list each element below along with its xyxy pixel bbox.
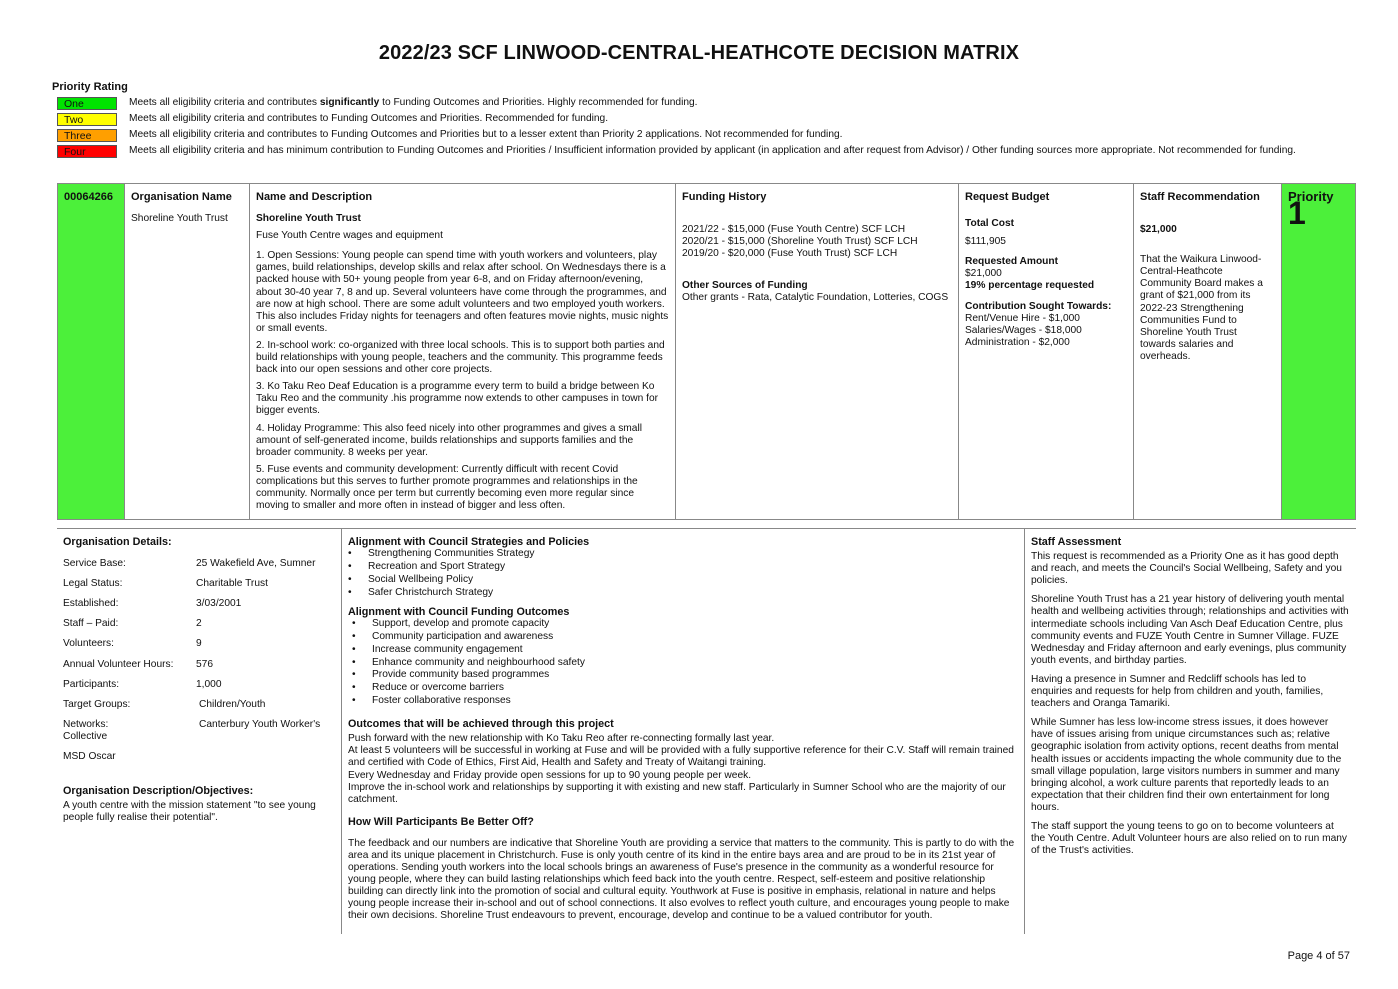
description-title: Shoreline Youth Trust bbox=[256, 213, 361, 225]
project-outcome-line: Every Wednesday and Friday provide open sessions for up to 90 young people per week. bbox=[348, 769, 752, 781]
contribution-item: Administration - $2,000 bbox=[965, 336, 1070, 348]
org-description-text: A youth centre with the mission statement "to see young people fully realise their potential". bbox=[63, 800, 316, 824]
staff-assessment bbox=[1025, 529, 1356, 934]
project-outcome-line: Improve the in-school work and relationships by supporting it with existing and new staff. Particularly in Sumner School who are the majority of our catchment. bbox=[348, 781, 1006, 805]
list-item: • Support, develop and promote capacity bbox=[352, 618, 1018, 631]
detail-row-volunteer-hours: Annual Volunteer Hours: 576 bbox=[63, 658, 213, 670]
contribution-label: Contribution Sought Towards: bbox=[965, 300, 1112, 312]
detail-row-participants: Participants: 1,000 bbox=[63, 678, 222, 690]
priority-header: Priority bbox=[1288, 189, 1334, 204]
details-section bbox=[57, 528, 1356, 934]
staff-recommendation-amount: $21,000 bbox=[1140, 224, 1177, 236]
funding-history-header: Funding History bbox=[682, 191, 767, 203]
list-item: • Community participation and awareness bbox=[352, 631, 1018, 644]
detail-row-established: Established: 3/03/2001 bbox=[63, 598, 242, 610]
detail-row-networks: Networks: Collective Canterbury Youth Worker's bbox=[63, 718, 321, 742]
org-name-cell bbox=[125, 184, 250, 519]
list-item: • Strengthening Communities Strategy bbox=[348, 548, 1018, 561]
list-item: • Provide community based programmes bbox=[352, 669, 1018, 682]
strategies-list bbox=[348, 548, 1018, 600]
priority-two-swatch: Two bbox=[57, 113, 117, 126]
other-sources: Other grants - Rata, Catalytic Foundation, Lotteries, COGS bbox=[682, 292, 949, 304]
legend-row-one bbox=[57, 97, 1317, 110]
application-id-cell bbox=[58, 184, 125, 519]
project-outcomes-heading: Outcomes that will be achieved through this project bbox=[348, 718, 614, 731]
list-item: • Foster collaborative responses bbox=[352, 695, 1018, 708]
detail-row-msd-oscar: MSD Oscar bbox=[63, 751, 116, 763]
priority-two-description: Meets all eligibility criteria and contributes to Funding Outcomes and Priorities. Recommended for funding. bbox=[129, 113, 609, 124]
description-paragraph: 2. In-school work: co-organized with three local schools. This is to support both parties and build relationships with young people, teachers and the community. This programme feeds back into our open sessions and other core projects. bbox=[256, 339, 665, 376]
detail-row-staff-paid: Staff – Paid: 2 bbox=[63, 618, 202, 630]
priority-legend bbox=[57, 97, 1317, 161]
funding-history-item: 2021/22 - $15,000 (Fuse Youth Centre) SCF LCH bbox=[682, 224, 906, 236]
request-budget-cell bbox=[959, 184, 1134, 519]
list-item: • Safer Christchurch Strategy bbox=[348, 587, 1018, 600]
requested-amount-label: Requested Amount bbox=[965, 256, 1059, 268]
better-off-heading: How Will Participants Be Better Off? bbox=[348, 815, 534, 828]
description-paragraph: 4. Holiday Programme: This also feed nicely into other programmes and gives a small amount of self-generated income, builds relationships and supports families and the broader community. 8 weeks per year. bbox=[256, 422, 642, 458]
org-details-heading: Organisation Details: bbox=[63, 536, 172, 548]
detail-row-target-groups: Target Groups: Children/Youth bbox=[63, 698, 266, 710]
page-number: Page 4 of 57 bbox=[1287, 950, 1350, 962]
outcomes-list bbox=[348, 618, 1018, 708]
project-outcome-line: Push forward with the new relationship with Ko Taku Reo after re-connecting formally last year. bbox=[348, 733, 775, 745]
funding-history-cell bbox=[676, 184, 959, 519]
list-item: • Increase community engagement bbox=[352, 644, 1018, 657]
project-outcome-line: At least 5 volunteers will be successful in working at Fuse and will be provided with a fully supportive reference for their C.V. Staff will remain trained and certified with Code of Ethics, First Aid, Health and Safety and Treaty of Waitangi training. bbox=[348, 745, 1014, 769]
page-title: 2022/23 SCF LINWOOD-CENTRAL-HEATHCOTE DECISION MATRIX bbox=[378, 42, 1020, 64]
list-item: • Enhance community and neighbourhood safety bbox=[352, 657, 1018, 670]
detail-row-legal-status: Legal Status: Charitable Trust bbox=[63, 578, 268, 590]
priority-rating-heading: Priority Rating bbox=[52, 81, 128, 93]
detail-row-service-base: Service Base: 25 Wakefield Ave, Sumner bbox=[63, 558, 316, 570]
assessment-paragraph: This request is recommended as a Priority One as it has good depth and reach, and meets the Council's Social Wellbeing, Safety and you policies. bbox=[1031, 551, 1342, 587]
description-paragraph: 3. Ko Taku Reo Deaf Education is a programme every term to build a bridge between Ko Taku Reo and the community .his programme now extends to other campuses in town for bigger events. bbox=[256, 381, 659, 417]
list-item: • Reduce or overcome barriers bbox=[352, 682, 1018, 695]
priority-four-description: Meets all eligibility criteria and has minimum contribution to Funding Outcomes and Priorities / Insufficient information provided by applicant (in application and after request from Advisor) / Other funding sources more appropriate. Not recommended for funding. bbox=[129, 145, 1296, 156]
description-subtitle: Fuse Youth Centre wages and equipment bbox=[256, 230, 443, 242]
org-description-heading: Organisation Description/Objectives: bbox=[63, 785, 254, 798]
assessment-paragraph: Shoreline Youth Trust has a 21 year history of delivering youth mental health and wellbeing activities through; relationships and activities with intermediate schools including Van Asch Deaf Education Centre, plus community events and FUZE Youth Centre in Sumner Village. FUZE Wednesday and Friday afternoon and early evenings, plus community youth events, and birthday parties. bbox=[1031, 594, 1349, 666]
detail-row-volunteers: Volunteers: 9 bbox=[63, 638, 202, 650]
staff-recommendation-cell bbox=[1134, 184, 1282, 519]
priority-one-description: Meets all eligibility criteria and contributes significantly to Funding Outcomes and Priorities. Highly recommended for funding. bbox=[129, 97, 698, 108]
assessment-paragraph: While Sumner has less low-income stress issues, it does however have of issues arising from unique circumstances such as; relative geographic isolation from activity options, recent deaths from mental health issues or accidents impacting the whole community due to the small village population, large visitors numbers in summer and many bringing alcohol, a work culture parents that reportedly leads to an expectation that their children find their own entertainment for long hours. bbox=[1031, 717, 1342, 813]
staff-recommendation-text: That the Waikura Linwood-Central-Heathcote Community Board makes a grant of $21,000 from its 2022-23 Strengthening Communities Fund to Shoreline Youth Trust towards salaries and overheads. bbox=[1140, 254, 1263, 362]
other-sources-header: Other Sources of Funding bbox=[682, 280, 808, 292]
total-cost-label: Total Cost bbox=[965, 218, 1015, 230]
assessment-paragraph: The staff support the young teens to go on to become volunteers at the Youth Centre. Adult Volunteer hours are also relied on to run many of the Trust's activities. bbox=[1031, 820, 1348, 857]
legend-row-two bbox=[57, 113, 1317, 126]
contribution-item: Salaries/Wages - $18,000 bbox=[965, 324, 1082, 336]
requested-percentage: 19% percentage requested bbox=[965, 280, 1095, 292]
priority-three-swatch: Three bbox=[57, 129, 117, 142]
priority-one-swatch: One bbox=[57, 97, 117, 110]
description-paragraph: 1. Open Sessions: Young people can spend time with youth workers and volunteers, play games, build relationships, develop skills and relax after school. On Wednesdays there is a packed house with 50+ young people from year 6-8, and on Friday afternoon/evening, about 30-40 year 7, 8 and up. Several volunteers have come through the programmes, and are now at high school. There are some adult volunteers and two employed youth workers. This also includes Friday nights for teenagers and often features movie nights, music nights or small events. bbox=[256, 250, 669, 334]
priority-cell bbox=[1282, 184, 1355, 519]
contribution-item: Rent/Venue Hire - $1,000 bbox=[965, 312, 1080, 324]
description-paragraph: 5. Fuse events and community development: Currently difficult with recent Covid complications but this serves to further promote programmes and relationships in the community. Normally once per term but currently becoming even more regular since moving to smaller and more often in instead of bigger and less often. bbox=[256, 463, 638, 512]
description-cell bbox=[250, 184, 676, 519]
outcomes-heading: Alignment with Council Funding Outcomes bbox=[348, 605, 570, 618]
list-item: • Recreation and Sport Strategy bbox=[348, 561, 1018, 574]
decision-table bbox=[57, 183, 1356, 520]
request-budget-header: Request Budget bbox=[965, 191, 1050, 203]
total-cost-value: $111,905 bbox=[965, 236, 1006, 248]
funding-history-item: 2020/21 - $15,000 (Shoreline Youth Trust) SCF LCH bbox=[682, 236, 918, 248]
priority-value: 1 bbox=[1288, 195, 1306, 232]
funding-history-item: 2019/20 - $20,000 (Fuse Youth Trust) SCF LCH bbox=[682, 248, 898, 260]
staff-assessment-heading: Staff Assessment bbox=[1031, 536, 1122, 548]
list-item: • Social Wellbeing Policy bbox=[348, 574, 1018, 587]
legend-row-four bbox=[57, 145, 1317, 158]
legend-row-three bbox=[57, 129, 1317, 142]
alignment-section bbox=[342, 529, 1025, 934]
priority-four-swatch: Four bbox=[57, 145, 117, 158]
requested-amount-value: $21,000 bbox=[965, 268, 1002, 280]
staff-recommendation-header: Staff Recommendation bbox=[1140, 191, 1260, 203]
org-name-header: Organisation Name bbox=[131, 191, 232, 203]
priority-three-description: Meets all eligibility criteria and contributes to Funding Outcomes and Priorities but to a lesser extent than Priority 2 applications. Not recommended for funding. bbox=[129, 129, 843, 140]
org-name: Shoreline Youth Trust bbox=[131, 213, 228, 225]
description-header: Name and Description bbox=[256, 191, 373, 203]
organisation-details bbox=[57, 529, 342, 934]
application-id: 00064266 bbox=[64, 191, 113, 203]
assessment-paragraph: Having a presence in Sumner and Redcliff schools has led to enquiries and requests for help from children and youth, families, teachers and Oranga Tamariki. bbox=[1031, 673, 1324, 710]
better-off-text: The feedback and our numbers are indicative that Shoreline Youth are providing a service that matters to the community. This is partly to do with the area and its unique placement in Christchurch. Fuse is only youth centre of its kind in the entire bays area and are proud to be in its 21st year of operations. Sending youth workers into the local schools brings an awareness of Fuse's presence in the community as a wonderful resource for young people, where they can build lasting relationships which feed back into the youth centre. Respect, self-esteem and positive relationship building can directly link into the promotion of social and cultural equity. Youthwork at Fuse is positive in emphasis, relational in nature and helps young people increase their in-school and out of school connections. It also evolves to reflect youth culture, and encourages young people to make their own decisions. Shoreline Trust endeavours to prevent, encourage, develop and continue to be a valued contributor for youth. bbox=[348, 837, 1015, 922]
strategies-heading: Alignment with Council Strategies and Policies bbox=[348, 536, 590, 548]
